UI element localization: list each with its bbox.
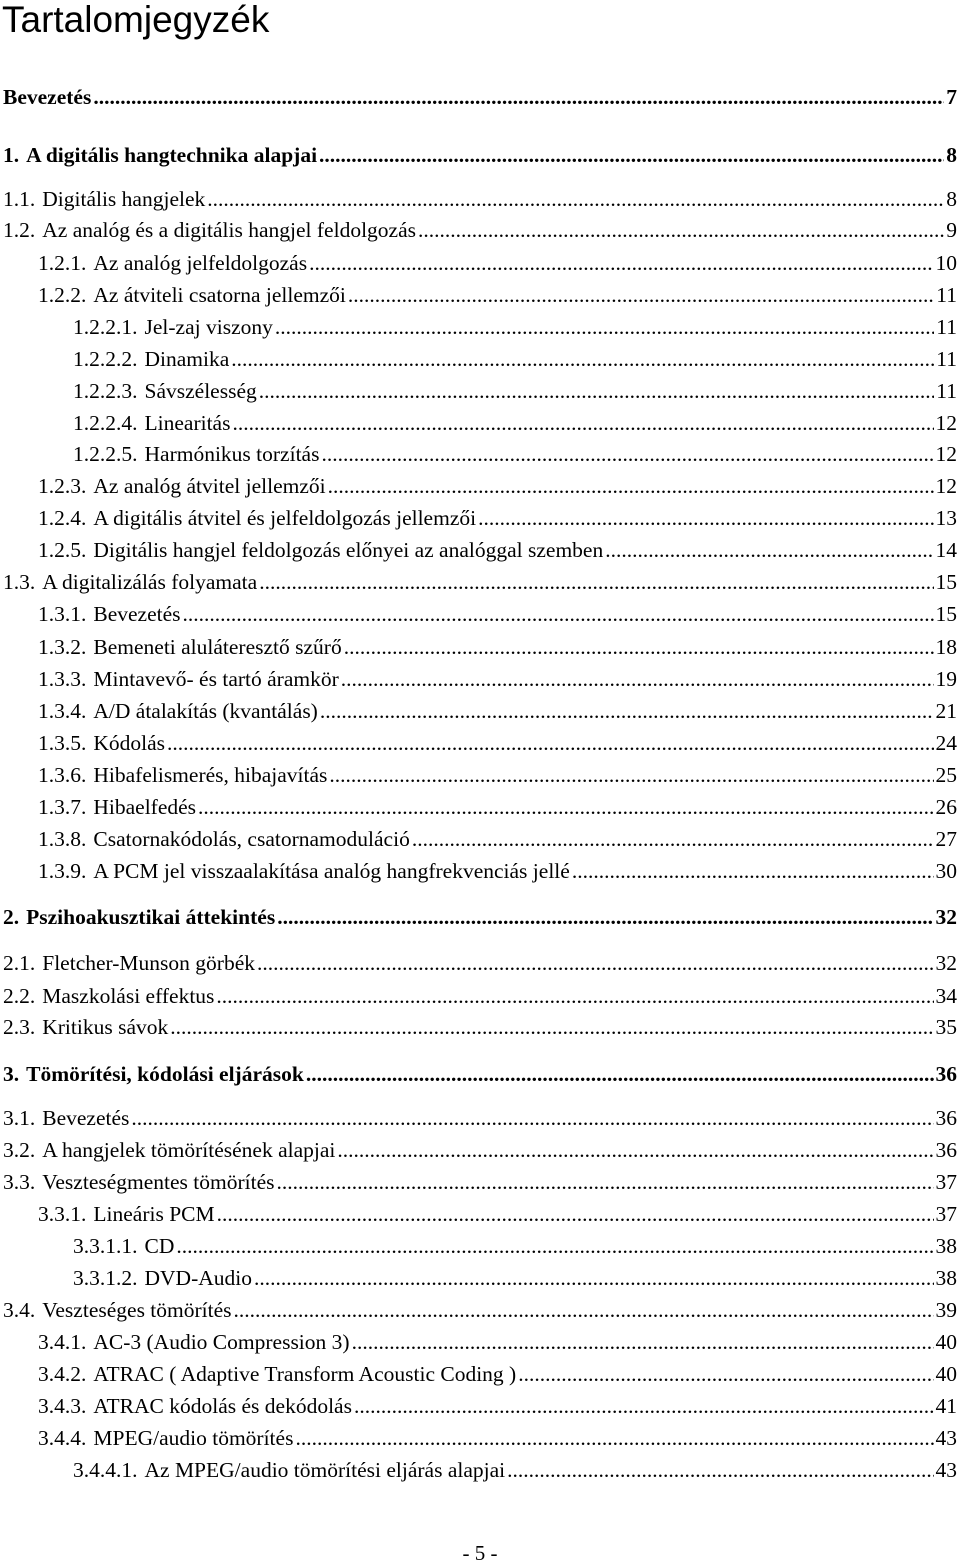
toc-dot-leader: [412, 826, 934, 852]
toc-entry-title: Az analóg átvitel jellemzői: [93, 474, 326, 498]
toc-entry-number: 3.3.: [3, 1170, 36, 1194]
page-number: - 5 -: [462, 1541, 498, 1565]
toc-entry[interactable]: [38, 282, 957, 308]
toc-entry-title: Bevezetés: [42, 1106, 130, 1130]
toc-entry-page: 19: [935, 667, 957, 691]
toc-entry[interactable]: [38, 794, 957, 820]
toc-dot-leader: [275, 314, 934, 340]
toc-dot-leader: [572, 858, 934, 884]
toc-entry-page: 43: [935, 1458, 957, 1482]
toc-entry-title: Jel-zaj viszony: [144, 315, 273, 339]
toc-entry-page: 12: [935, 442, 957, 466]
toc-entry-number: 3.4.4.: [38, 1426, 87, 1450]
toc-entry-number: 1.2.2.1.: [73, 315, 138, 339]
toc-entry-number: 1.3.9.: [38, 859, 87, 883]
toc-dot-leader: [217, 1201, 934, 1227]
toc-entry-page: 36: [935, 1062, 957, 1086]
toc-entry-title: Pszihoakusztikai áttekintés: [26, 905, 276, 929]
toc-entry[interactable]: [73, 1457, 957, 1483]
toc-entry[interactable]: [38, 1393, 957, 1419]
toc-entry-page: 41: [935, 1394, 957, 1418]
toc-entry-number: 1.2.2.2.: [73, 347, 138, 371]
toc-dot-leader: [207, 186, 944, 212]
toc-entry[interactable]: [38, 826, 957, 852]
toc-entry[interactable]: [38, 858, 957, 884]
toc-entry-title: Hibaelfedés: [93, 795, 197, 819]
toc-entry-page: 27: [935, 827, 957, 851]
toc-dot-leader: [507, 1457, 933, 1483]
toc-entry[interactable]: [3, 904, 957, 930]
toc-entry-title: Mintavevő- és tartó áramkör: [93, 667, 339, 691]
toc-entry-number: 1.3.1.: [38, 602, 87, 626]
toc-entry-number: 3.4.3.: [38, 1394, 87, 1418]
toc-entry-title: Digitális hangjel feldolgozás előnyei az analóggal szemben: [93, 538, 604, 562]
toc-entry[interactable]: [38, 473, 957, 499]
page-title: Tartalomjegyzék: [2, 0, 270, 40]
toc-entry-page: 9: [946, 218, 957, 242]
toc-entry-number: 1.2.: [3, 218, 36, 242]
toc-entry-page: 12: [935, 474, 957, 498]
toc-entry-number: 2.2.: [3, 984, 36, 1008]
toc-entry[interactable]: [3, 983, 957, 1009]
toc-entry-number: 1.3.3.: [38, 667, 87, 691]
toc-dot-leader: [167, 730, 933, 756]
toc-dot-leader: [321, 441, 933, 467]
toc-entry-page: 32: [935, 951, 957, 975]
toc-entry-number: 2.3.: [3, 1015, 36, 1039]
toc-entry-title: Fletcher-Munson görbék: [42, 951, 255, 975]
toc-entry-page: 25: [935, 763, 957, 787]
toc-entry[interactable]: [38, 537, 957, 563]
toc-dot-leader: [319, 142, 944, 168]
toc-entry-page: 18: [935, 635, 957, 659]
toc-entry-page: 11: [936, 379, 957, 403]
toc-entry[interactable]: [38, 505, 957, 531]
toc-entry-title: Kritikus sávok: [42, 1015, 169, 1039]
toc-entry-number: 3.4.: [3, 1298, 36, 1322]
toc-entry[interactable]: [73, 410, 957, 436]
toc-entry[interactable]: [73, 346, 957, 372]
toc-entry-title: Lineáris PCM: [93, 1202, 215, 1226]
toc-entry-page: 32: [935, 905, 957, 929]
toc-entry-page: 35: [935, 1015, 957, 1039]
toc-entry-number: 1.3.2.: [38, 635, 87, 659]
toc-entry-number: 1.3.: [3, 570, 36, 594]
toc-dot-leader: [170, 1014, 933, 1040]
toc-entry-title: Linearitás: [144, 411, 231, 435]
toc-dot-leader: [183, 601, 934, 627]
toc-entry-title: Sávszélesség: [144, 379, 257, 403]
toc-dot-leader: [306, 1061, 934, 1087]
toc-entry-title: Dinamika: [144, 347, 230, 371]
toc-entry-number: 1.3.8.: [38, 827, 87, 851]
toc-entry-title: AC-3 (Audio Compression 3): [93, 1330, 350, 1354]
toc-entry-title: CD: [144, 1234, 175, 1258]
toc-entry-page: 36: [935, 1138, 957, 1162]
toc-entry-number: 3.1.: [3, 1106, 36, 1130]
toc-entry-page: 8: [946, 187, 957, 211]
toc-entry-number: 3.4.2.: [38, 1362, 87, 1386]
toc-entry-number: 1.2.5.: [38, 538, 87, 562]
toc-entry-number: 3.3.1.2.: [73, 1266, 138, 1290]
toc-entry-page: 37: [935, 1202, 957, 1226]
toc-entry-page: 36: [935, 1106, 957, 1130]
toc-entry-number: 3.4.1.: [38, 1330, 87, 1354]
toc-entry-page: 24: [935, 731, 957, 755]
toc-entry-number: 1.2.2.5.: [73, 442, 138, 466]
toc-dot-leader: [354, 1393, 934, 1419]
toc-entry-number: 1.2.2.3.: [73, 379, 138, 403]
toc-entry-title: Maszkolási effektus: [42, 984, 215, 1008]
toc-dot-leader: [295, 1425, 933, 1451]
toc-dot-leader: [418, 217, 944, 243]
toc-entry-page: 37: [935, 1170, 957, 1194]
toc-entry-page: 12: [935, 411, 957, 435]
toc-entry-page: 26: [935, 795, 957, 819]
toc-entry-page: 38: [935, 1266, 957, 1290]
toc-entry[interactable]: [3, 1297, 957, 1323]
toc-entry[interactable]: [38, 1425, 957, 1451]
toc-entry-title: DVD-Audio: [144, 1266, 252, 1290]
toc-entry-title: Tömörítési, kódolási eljárások: [26, 1062, 304, 1086]
toc-entry-title: A digitalizálás folyamata: [42, 570, 258, 594]
toc-dot-leader: [348, 282, 934, 308]
toc-entry-number: 3.: [3, 1062, 20, 1086]
toc-dot-leader: [320, 698, 934, 724]
toc-entry[interactable]: [3, 217, 957, 243]
toc-dot-leader: [131, 1105, 933, 1131]
toc-dot-leader: [352, 1329, 934, 1355]
toc-dot-leader: [176, 1233, 933, 1259]
toc-dot-leader: [231, 346, 934, 372]
toc-entry-page: 11: [936, 283, 957, 307]
toc-entry[interactable]: [38, 1201, 957, 1227]
toc-entry[interactable]: [38, 250, 957, 276]
toc-entry[interactable]: [38, 730, 957, 756]
toc-dot-leader: [337, 1137, 933, 1163]
toc-entry-page: 43: [935, 1426, 957, 1450]
toc-entry-title: Az MPEG/audio tömörítési eljárás alapjai: [144, 1458, 506, 1482]
toc-entry-title: Hibafelismerés, hibajavítás: [93, 763, 328, 787]
toc-entry-page: 15: [935, 602, 957, 626]
toc-entry-number: 2.1.: [3, 951, 36, 975]
toc-entry-title: Csatornakódolás, csatornamoduláció: [93, 827, 410, 851]
toc-entry-number: 3.3.1.: [38, 1202, 87, 1226]
toc-entry-title: A digitális hangtechnika alapjai: [26, 143, 318, 167]
toc-entry-title: Bevezetés: [93, 602, 181, 626]
toc-entry-title: ATRAC ( Adaptive Transform Acoustic Coding ): [93, 1362, 517, 1386]
toc-entry[interactable]: [38, 1361, 957, 1387]
toc-entry[interactable]: [3, 1014, 957, 1040]
toc-entry-number: 1.2.2.4.: [73, 411, 138, 435]
toc-entry-title: A/D átalakítás (kvantálás): [93, 699, 318, 723]
toc-entry[interactable]: [3, 186, 957, 212]
toc-entry[interactable]: [38, 698, 957, 724]
toc-entry-title: Az analóg jelfeldolgozás: [93, 251, 308, 275]
toc-entry-page: 10: [935, 251, 957, 275]
toc-entry-title: A hangjelek tömörítésének alapjai: [42, 1138, 336, 1162]
toc-entry[interactable]: [73, 314, 957, 340]
toc-entry[interactable]: [3, 1061, 957, 1087]
toc-entry-title: Bemeneti aluláteresztő szűrő: [93, 635, 342, 659]
toc-entry-page: 15: [935, 570, 957, 594]
toc-entry-number: 3.4.4.1.: [73, 1458, 138, 1482]
toc-entry-page: 21: [935, 699, 957, 723]
toc-entry-page: 11: [936, 347, 957, 371]
toc-entry[interactable]: [38, 762, 957, 788]
toc-entry-title: Digitális hangjelek: [42, 187, 206, 211]
toc-entry-page: 8: [946, 143, 957, 167]
toc-dot-leader: [216, 983, 933, 1009]
toc-dot-leader: [254, 1265, 934, 1291]
toc-entry-title: MPEG/audio tömörítés: [93, 1426, 294, 1450]
toc-entry[interactable]: [3, 1169, 957, 1195]
toc-entry-number: 1.2.3.: [38, 474, 87, 498]
toc-entry-number: 1.2.2.: [38, 283, 87, 307]
toc-entry-page: 14: [935, 538, 957, 562]
toc-entry-page: 40: [935, 1362, 957, 1386]
toc-entry[interactable]: [73, 441, 957, 467]
toc-dot-leader: [341, 666, 934, 692]
toc-entry-title: A digitális átvitel és jelfeldolgozás jellemzői: [93, 506, 477, 530]
toc-dot-leader: [259, 378, 935, 404]
toc-dot-leader: [198, 794, 933, 820]
toc-dot-leader: [328, 473, 934, 499]
toc-dot-leader: [478, 505, 933, 531]
toc-entry-number: 1.: [3, 143, 20, 167]
toc-entry[interactable]: [38, 634, 957, 660]
toc-dot-leader: [277, 1169, 934, 1195]
toc-entry-number: 1.2.1.: [38, 251, 87, 275]
toc-entry-page: 34: [935, 984, 957, 1008]
toc-entry[interactable]: [38, 601, 957, 627]
toc-entry[interactable]: [73, 1233, 957, 1259]
toc-entry-title: Veszteséges tömörítés: [42, 1298, 232, 1322]
toc-entry[interactable]: [38, 666, 957, 692]
toc-dot-leader: [93, 84, 944, 110]
toc-entry[interactable]: [73, 378, 957, 404]
toc-entry-number: 2.: [3, 905, 20, 929]
toc-entry[interactable]: [3, 1137, 957, 1163]
toc-entry-page: 40: [935, 1330, 957, 1354]
toc-entry-number: 1.3.5.: [38, 731, 87, 755]
toc-dot-leader: [329, 762, 933, 788]
toc-entry-title: Harmónikus torzítás: [144, 442, 320, 466]
toc-entry-page: 39: [935, 1298, 957, 1322]
toc-entry-title: Veszteségmentes tömörítés: [42, 1170, 275, 1194]
toc-entry-number: 1.3.6.: [38, 763, 87, 787]
toc-entry-page: 7: [946, 85, 957, 109]
toc-entry-number: 3.3.1.1.: [73, 1234, 138, 1258]
toc-entry-title: Az analóg és a digitális hangjel feldolgozás: [42, 218, 416, 242]
toc-dot-leader: [518, 1361, 933, 1387]
toc-entry[interactable]: [3, 569, 957, 595]
toc-entry[interactable]: [3, 84, 957, 110]
toc-entry-page: 11: [936, 315, 957, 339]
toc-entry-title: ATRAC kódolás és dekódolás: [93, 1394, 352, 1418]
toc-entry[interactable]: [73, 1265, 957, 1291]
toc-entry-number: 1.1.: [3, 187, 36, 211]
toc-dot-leader: [234, 1297, 934, 1323]
toc-dot-leader: [232, 410, 933, 436]
toc-entry[interactable]: [3, 1105, 957, 1131]
toc-entry[interactable]: [3, 142, 957, 168]
toc-entry-title: Kódolás: [93, 731, 166, 755]
toc-entry-title: Bevezetés: [3, 85, 92, 109]
toc-dot-leader: [309, 250, 933, 276]
toc-dot-leader: [277, 904, 933, 930]
toc-entry-number: 3.2.: [3, 1138, 36, 1162]
toc-dot-leader: [344, 634, 934, 660]
toc-entry-number: 1.2.4.: [38, 506, 87, 530]
toc-dot-leader: [259, 569, 933, 595]
toc-entry[interactable]: [38, 1329, 957, 1355]
toc-entry-title: A PCM jel visszaalakítása analóg hangfrekvenciás jellé: [93, 859, 570, 883]
toc-entry[interactable]: [3, 950, 957, 976]
toc-dot-leader: [257, 950, 934, 976]
toc-entry-page: 30: [935, 859, 957, 883]
toc-entry-number: 1.3.4.: [38, 699, 87, 723]
toc-entry-title: Az átviteli csatorna jellemzői: [93, 283, 346, 307]
toc-entry-page: 38: [935, 1234, 957, 1258]
toc-entry-number: 1.3.7.: [38, 795, 87, 819]
toc-dot-leader: [605, 537, 933, 563]
toc-entry-page: 13: [935, 506, 957, 530]
